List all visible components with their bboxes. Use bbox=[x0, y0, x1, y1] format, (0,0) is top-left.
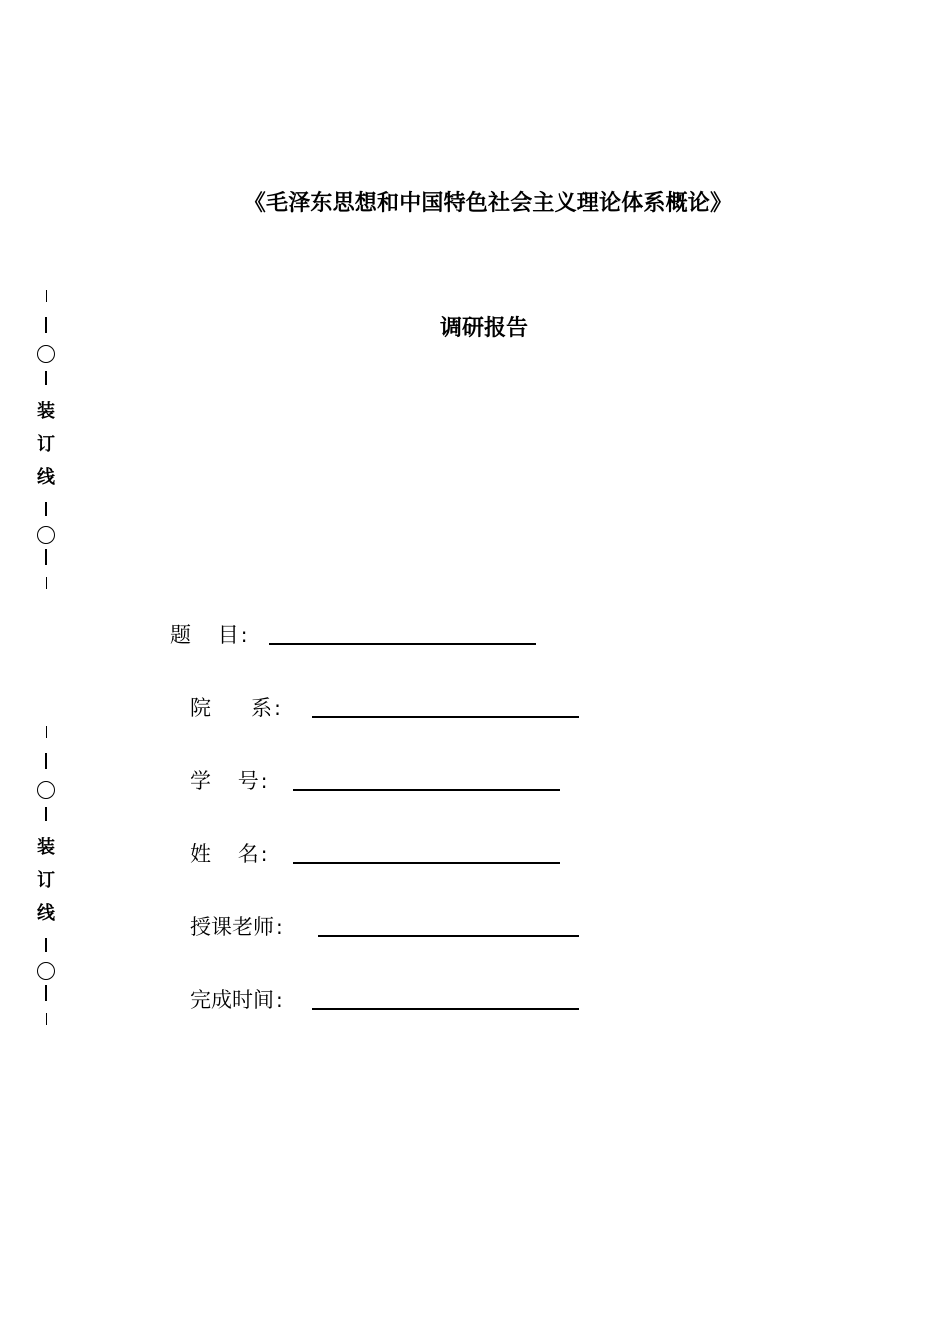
binding-dash bbox=[46, 1013, 47, 1025]
field-colon: : bbox=[276, 915, 283, 939]
binding-dash bbox=[45, 938, 47, 952]
instructor-input-line[interactable] bbox=[318, 935, 579, 937]
binding-char: 装 bbox=[37, 837, 55, 858]
binding-dash bbox=[46, 726, 47, 738]
binding-hole-icon bbox=[37, 962, 55, 980]
field-colon: : bbox=[274, 696, 281, 720]
student-id-input-line[interactable] bbox=[293, 789, 560, 791]
report-subtitle: 调研报告 bbox=[440, 316, 529, 341]
binding-dash bbox=[46, 577, 47, 589]
name-input-line[interactable] bbox=[293, 862, 560, 864]
field-label-instructor: 授课老师 bbox=[190, 915, 274, 939]
binding-dash bbox=[46, 290, 47, 302]
binding-margin-upper bbox=[28, 285, 64, 604]
department-input-line[interactable] bbox=[312, 716, 579, 718]
binding-hole-icon bbox=[37, 781, 55, 799]
field-label-completion-date: 完成时间 bbox=[190, 988, 274, 1012]
field-colon: : bbox=[276, 988, 283, 1012]
binding-char: 线 bbox=[37, 467, 55, 488]
field-student-id bbox=[190, 766, 267, 794]
field-completion-date bbox=[190, 985, 283, 1013]
field-label-department: 院 系 bbox=[190, 696, 273, 720]
field-label-name: 姓 名 bbox=[190, 842, 259, 866]
field-topic bbox=[170, 620, 247, 648]
field-colon: : bbox=[240, 623, 248, 647]
field-instructor bbox=[190, 912, 283, 940]
binding-hole-icon bbox=[37, 345, 55, 363]
completion-date-input-line[interactable] bbox=[312, 1008, 579, 1010]
field-name bbox=[190, 839, 267, 867]
binding-char: 装 bbox=[37, 401, 55, 422]
field-label-topic: 题 目 bbox=[170, 623, 239, 647]
topic-input-line[interactable] bbox=[269, 643, 536, 645]
binding-char: 线 bbox=[37, 903, 55, 924]
field-colon: : bbox=[260, 769, 268, 793]
binding-hole-icon bbox=[37, 526, 55, 544]
binding-margin-lower bbox=[28, 721, 64, 1040]
field-colon: : bbox=[260, 842, 268, 866]
binding-dash bbox=[45, 807, 47, 821]
binding-char: 订 bbox=[37, 434, 55, 455]
binding-dash bbox=[45, 502, 47, 516]
binding-dash bbox=[45, 985, 47, 1001]
binding-dash bbox=[45, 371, 47, 385]
binding-dash bbox=[45, 549, 47, 565]
binding-dash bbox=[45, 753, 47, 769]
binding-dash bbox=[45, 317, 47, 333]
field-label-student-id: 学 号 bbox=[190, 769, 259, 793]
field-department bbox=[190, 693, 281, 721]
binding-char: 订 bbox=[37, 870, 55, 891]
report-title: 《毛泽东思想和中国特色社会主义理论体系概论》 bbox=[243, 191, 733, 216]
